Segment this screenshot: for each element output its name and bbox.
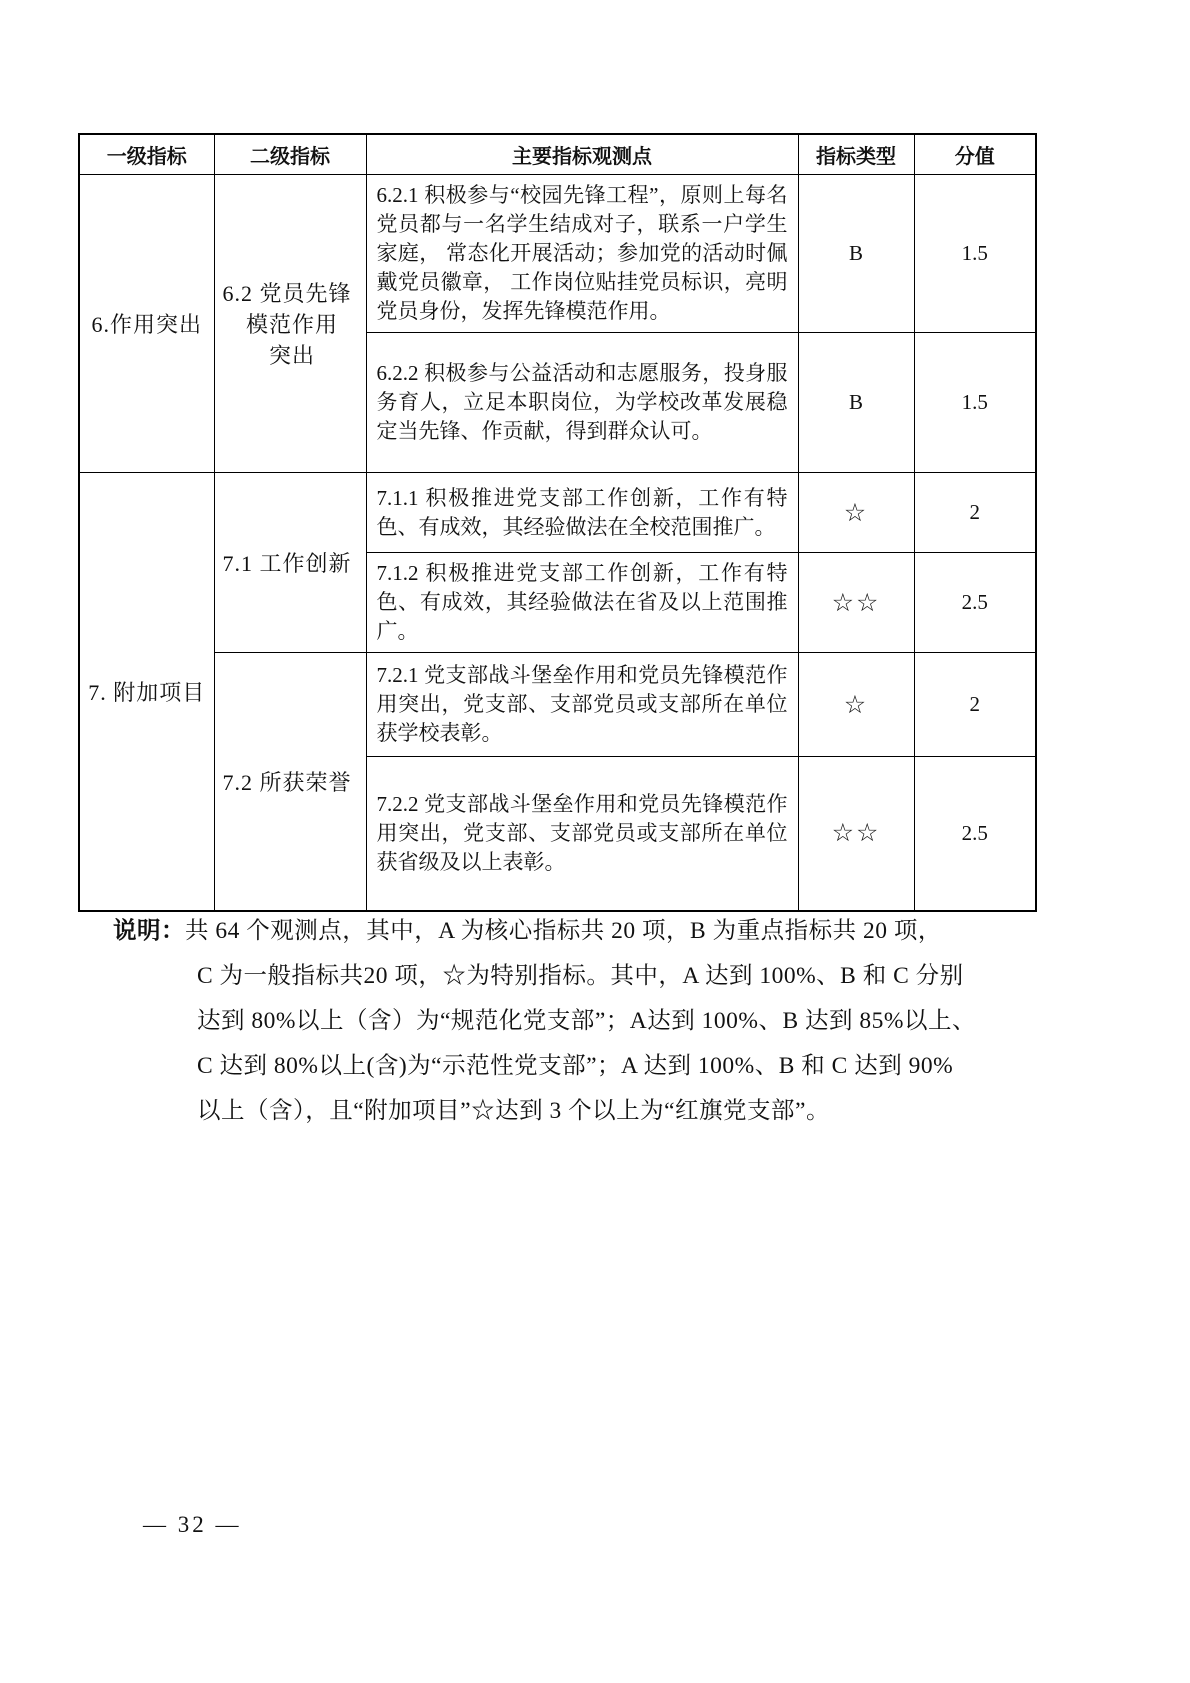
header-score: 分值: [914, 134, 1036, 175]
score-cell-7-2-2: 2.5: [914, 757, 1036, 911]
level2-6-2-line3: 突出: [268, 343, 315, 368]
obs-cell-7-2-2: 7.2.2 党支部战斗堡垒作用和党员先锋模范作用突出，党支部、支部党员或支部所在单位获省级及以上表彰。: [366, 757, 798, 911]
level2-6-2-line2: 模范作用: [245, 312, 338, 337]
obs-cell-6-2-2: 6.2.2 积极参与公益活动和志愿服务，投身服务育人，立足本职岗位，为学校改革发展稳定当先锋、作贡献，得到群众认可。: [366, 333, 798, 473]
table-row-6-2-1: [79, 175, 1036, 333]
indicator-table: [78, 133, 1037, 912]
obs-cell-7-1-2: 7.1.2 积极推进党支部工作创新，工作有特色、有成效，其经验做法在省及以上范围推广。: [366, 553, 798, 653]
score-cell-7-1-2: 2.5: [914, 553, 1036, 653]
note-line-1: [113, 908, 1093, 954]
note-label: 说明：: [113, 917, 185, 943]
obs-cell-7-1-1: 7.1.1 积极推进党支部工作创新，工作有特色、有成效，其经验做法在全校范围推广。: [366, 473, 798, 553]
table-row-7-1-1: [79, 473, 1036, 553]
header-observation: 主要指标观测点: [366, 134, 798, 175]
page-number: — 32 —: [143, 1512, 242, 1537]
note-line-1-text: 共 64 个观测点，其中，A 为核心指标共 20 项，B 为重点指标共 20 项，: [185, 918, 942, 944]
level1-cell-6: 6.作用突出: [79, 175, 214, 473]
obs-cell-6-2-1: 6.2.1 积极参与“校园先锋工程”，原则上每名党员都与一名学生结成对子，联系一户学生家庭， 常态化开展活动；参加党的活动时佩戴党员徽章， 工作岗位贴挂党员标识，亮明党员身份，发挥先锋模范作用。: [366, 175, 798, 333]
header-level1: 一级指标: [79, 134, 214, 175]
type-cell-6-2-1: B: [798, 175, 914, 333]
type-cell-7-1-1: ☆: [798, 473, 914, 553]
score-cell-6-2-1: 1.5: [914, 175, 1036, 333]
note-line-2: C 为一般指标共20 项，☆为特别指标。其中，A 达到 100%、B 和 C 分别: [197, 963, 964, 989]
level2-cell-6-2: [214, 175, 366, 473]
level2-cell-7-1: 7.1 工作创新: [214, 473, 366, 653]
score-cell-6-2-2: 1.5: [914, 333, 1036, 473]
table-row-7-2-1: [79, 653, 1036, 757]
header-type: 指标类型: [798, 134, 914, 175]
type-cell-7-2-2: ☆☆: [798, 757, 914, 911]
note-paragraph: [113, 908, 1093, 1134]
level2-cell-7-2: 7.2 所获荣誉: [214, 653, 366, 911]
score-cell-7-2-1: 2: [914, 653, 1036, 757]
level2-6-2-line1: 6.2 党员先锋: [222, 281, 352, 306]
note-line-3: 达到 80%以上（含）为“规范化党支部”；A达到 100%、B 达到 85%以上、: [197, 1008, 976, 1034]
level1-cell-7: 7. 附加项目: [79, 473, 214, 911]
note-line-4: C 达到 80%以上(含)为“示范性党支部”；A 达到 100%、B 和 C 达到 90%: [197, 1053, 954, 1079]
note-line-5: 以上（含），且“附加项目”☆达到 3 个以上为“红旗党支部”。: [197, 1098, 830, 1124]
type-cell-7-1-2: ☆☆: [798, 553, 914, 653]
score-cell-7-1-1: 2: [914, 473, 1036, 553]
table-header-row: [79, 134, 1036, 175]
obs-cell-7-2-1: 7.2.1 党支部战斗堡垒作用和党员先锋模范作用突出，党支部、支部党员或支部所在单位获学校表彰。: [366, 653, 798, 757]
type-cell-7-2-1: ☆: [798, 653, 914, 757]
header-level2: 二级指标: [214, 134, 366, 175]
type-cell-6-2-2: B: [798, 333, 914, 473]
